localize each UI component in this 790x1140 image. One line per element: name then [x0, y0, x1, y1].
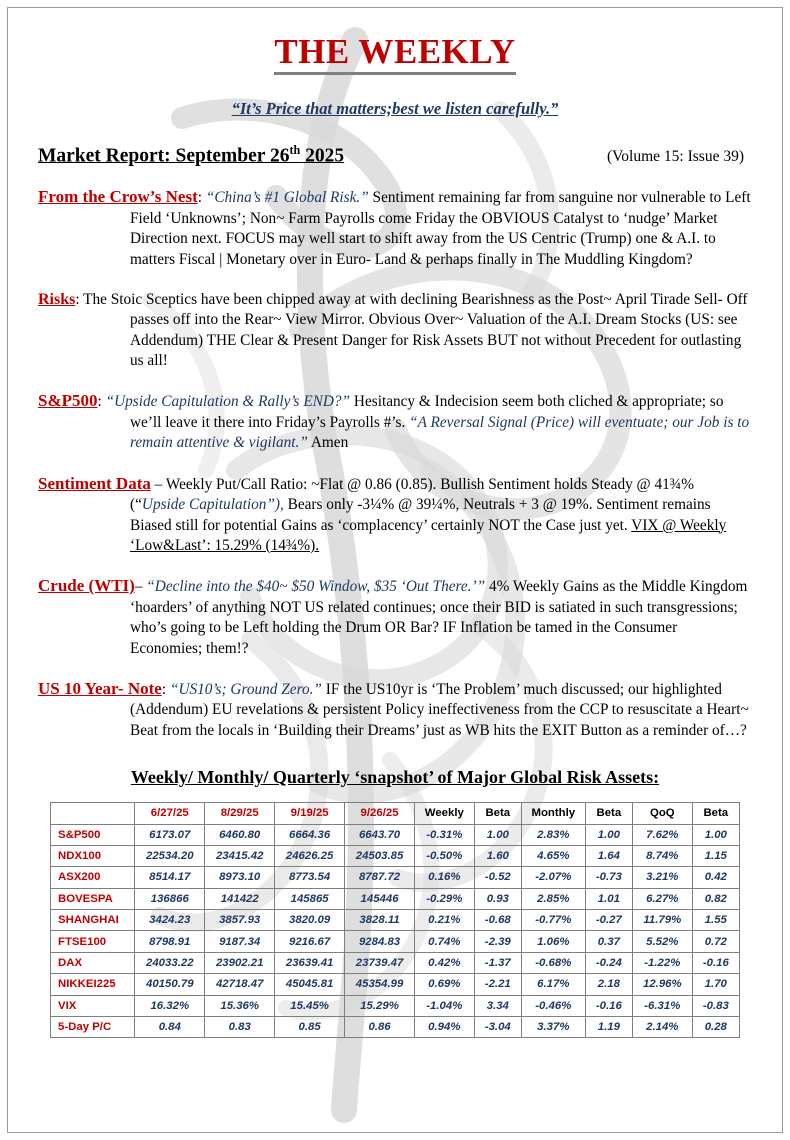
table-cell: 0.72: [692, 931, 739, 952]
table-row: [51, 910, 740, 931]
table-cell: 0.16%: [415, 867, 475, 888]
section-lead-sp500: S&P500: [38, 391, 98, 411]
table-row-label: NIKKEI225: [51, 974, 135, 995]
table-row: [51, 845, 740, 866]
table-col-header-0: [51, 803, 135, 824]
table-cell: 8973.10: [205, 867, 275, 888]
section-lead-risks: Risks: [38, 290, 76, 308]
table-cell: -1.37: [474, 952, 521, 973]
table-col-header-8: Beta: [585, 803, 632, 824]
table-col-header-4: 9/26/25: [345, 803, 415, 824]
table-cell: 0.85: [275, 1016, 345, 1037]
table-row-label: ASX200: [51, 867, 135, 888]
table-cell: 3820.09: [275, 910, 345, 931]
table-cell: -1.22%: [632, 952, 692, 973]
table-cell: 141422: [205, 888, 275, 909]
section-underlined-tail: VIX @ Weekly ‘Low&Last’: 15.29% (14¾%).: [130, 516, 727, 554]
table-cell: 136866: [135, 888, 205, 909]
section-lead-crude-wti: Crude (WTI): [38, 576, 135, 596]
section-crude-wti: [38, 575, 752, 659]
table-cell: 1.60: [474, 845, 521, 866]
table-row-label: 5-Day P/C: [51, 1016, 135, 1037]
table-cell: 1.64: [585, 845, 632, 866]
section-body: IF the US10yr is ‘The Problem’ much discussed; our highlighted (Addendum) EU revelations & persistent Policy ineffectiveness from the CCP to resuscitate a Heart~ Beat from the locals in ‘Building their Dreams’ just as WB hits the EXIT Button as a reminder of…?: [130, 680, 749, 739]
section-body-tail: Amen: [307, 434, 349, 452]
table-cell: 23639.41: [275, 952, 345, 973]
table-cell: 1.15: [692, 845, 739, 866]
table-cell: -0.27: [585, 910, 632, 931]
table-cell: -0.24: [585, 952, 632, 973]
table-cell: 145446: [345, 888, 415, 909]
table-cell: -0.29%: [415, 888, 475, 909]
table-cell: 0.69%: [415, 974, 475, 995]
section-quote-secondary: Upside Capitulation”),: [141, 496, 284, 514]
table-cell: 12.96%: [632, 974, 692, 995]
table-row-label: S&P500: [51, 824, 135, 845]
table-cell: 16.32%: [135, 995, 205, 1016]
section-quote: “US10’s; Ground Zero.”: [169, 680, 322, 698]
table-cell: 0.42%: [415, 952, 475, 973]
table-cell: -0.68%: [521, 952, 585, 973]
table-cell: 24033.22: [135, 952, 205, 973]
table-cell: 145865: [275, 888, 345, 909]
table-cell: -2.07%: [521, 867, 585, 888]
table-row: [51, 952, 740, 973]
table-cell: 1.06%: [521, 931, 585, 952]
table-cell: 22534.20: [135, 845, 205, 866]
table-cell: 3.21%: [632, 867, 692, 888]
table-cell: -0.52: [474, 867, 521, 888]
table-cell: 6173.07: [135, 824, 205, 845]
table-cell: 3424.23: [135, 910, 205, 931]
table-cell: 1.70: [692, 974, 739, 995]
table-cell: 0.37: [585, 931, 632, 952]
section-sp500: [38, 390, 752, 453]
section-quote: “Decline into the $40~ $50 Window, $35 ‘Out There.’”: [146, 578, 486, 596]
table-cell: 2.85%: [521, 888, 585, 909]
table-cell: 8773.54: [275, 867, 345, 888]
table-cell: -0.68: [474, 910, 521, 931]
table-cell: 40150.79: [135, 974, 205, 995]
table-cell: 42718.47: [205, 974, 275, 995]
table-col-header-1: 6/27/25: [135, 803, 205, 824]
table-cell: -0.31%: [415, 824, 475, 845]
table-cell: 0.42: [692, 867, 739, 888]
table-cell: 15.45%: [275, 995, 345, 1016]
section-body-tail: Bears only -3¼% @ 39¼%, Neutrals + 3 @ 19%. Sentiment remains Biased still for potential Gains as ‘complacency’ certainly NOT the Case just yet.: [130, 496, 711, 534]
table-row: [51, 1016, 740, 1037]
table-row-label: NDX100: [51, 845, 135, 866]
table-cell: 3857.93: [205, 910, 275, 931]
table-cell: 0.28: [692, 1016, 739, 1037]
report-title: [38, 143, 344, 168]
table-row-label: VIX: [51, 995, 135, 1016]
table-cell: 2.18: [585, 974, 632, 995]
table-cell: 0.93: [474, 888, 521, 909]
section-sep: –: [150, 475, 166, 493]
table-row-label: DAX: [51, 952, 135, 973]
table-cell: 6.27%: [632, 888, 692, 909]
section-quote: “China’s #1 Global Risk.”: [205, 189, 369, 207]
tagline-text: “It’s Price that matters;best we listen carefully.”: [231, 98, 559, 118]
table-cell: 6643.70: [345, 824, 415, 845]
table-cell: -2.21: [474, 974, 521, 995]
section-lead-sentiment-data: Sentiment Data: [38, 473, 151, 493]
table-row: [51, 867, 740, 888]
table-cell: -0.73: [585, 867, 632, 888]
report-title-post: 2025: [300, 145, 345, 167]
table-row: [51, 888, 740, 909]
table-cell: 45354.99: [345, 974, 415, 995]
section-body: Weekly Put/Call Ratio: ~Flat @ 0.86 (0.85). Bullish Sentiment holds Steady @ 41¾% (“: [130, 475, 694, 514]
table-cell: 11.79%: [632, 910, 692, 931]
table-cell: 0.82: [692, 888, 739, 909]
table-cell: 8514.17: [135, 867, 205, 888]
table-cell: 6664.36: [275, 824, 345, 845]
table-cell: 23902.21: [205, 952, 275, 973]
table-col-header-7: Monthly: [521, 803, 585, 824]
table-cell: 3.34: [474, 995, 521, 1016]
table-cell: 2.14%: [632, 1016, 692, 1037]
section-risks: [38, 289, 752, 371]
section-body: Hesitancy & Indecision seem both cliched & appropriate; so we’ll leave it there into Friday’s Payrolls #’s.: [130, 393, 724, 431]
table-col-header-6: Beta: [474, 803, 521, 824]
volume-issue: (Volume 15: Issue 39): [606, 148, 744, 166]
section-us-10-year-note: [38, 678, 752, 741]
table-cell: -1.04%: [415, 995, 475, 1016]
table-cell: 6.17%: [521, 974, 585, 995]
table-cell: 1.55: [692, 910, 739, 931]
table-row-label: BOVESPA: [51, 888, 135, 909]
table-cell: 1.01: [585, 888, 632, 909]
table-cell: 1.00: [692, 824, 739, 845]
masthead: [38, 34, 752, 75]
table-cell: -0.16: [692, 952, 739, 973]
table-cell: 8787.72: [345, 867, 415, 888]
table-cell: 2.83%: [521, 824, 585, 845]
table-cell: 4.65%: [521, 845, 585, 866]
table-cell: 6460.80: [205, 824, 275, 845]
table-cell: 7.62%: [632, 824, 692, 845]
table-cell: 0.74%: [415, 931, 475, 952]
report-title-ordinal: th: [289, 142, 301, 157]
table-cell: -0.16: [585, 995, 632, 1016]
table-row-label: SHANGHAI: [51, 910, 135, 931]
table-cell: 24626.25: [275, 845, 345, 866]
table-cell: 23739.47: [345, 952, 415, 973]
section-body: Sentiment remaining far from sanguine nor vulnerable to Left Field ‘Unknowns’; Non~ Farm Payrolls come Friday the OBVIOUS Catalyst to ‘nudge’ Market Direction next. FOCUS may well start to shift away from the US Centric (Trump) one & A.I. to matters Fiscal | Monetary over in Euro- Land & perhaps finally in The Muddling Kingdom?: [130, 189, 751, 268]
report-line: [38, 143, 752, 168]
section-sep: :: [197, 189, 206, 207]
table-cell: 0.86: [345, 1016, 415, 1037]
table-cell: 8798.91: [135, 931, 205, 952]
table-col-header-3: 9/19/25: [275, 803, 345, 824]
section-crows-nest: [38, 186, 752, 270]
section-lead-crows-nest: From the Crow’s Nest: [38, 187, 198, 207]
table-header: [51, 803, 740, 824]
table-cell: 23415.42: [205, 845, 275, 866]
table-cell: 45045.81: [275, 974, 345, 995]
section-sep: :: [97, 393, 106, 411]
section-sep: –: [134, 578, 147, 596]
table-cell: 15.36%: [205, 995, 275, 1016]
table-cell: 0.21%: [415, 910, 475, 931]
page-title: THE WEEKLY: [274, 34, 515, 75]
tagline: [38, 99, 752, 119]
table-cell: 9216.67: [275, 931, 345, 952]
table-heading-text: Weekly/ Monthly/ Quarterly ‘snapshot’ of Major Global Risk Assets:: [130, 767, 660, 788]
table-col-header-9: QoQ: [632, 803, 692, 824]
table-cell: 0.84: [135, 1016, 205, 1037]
table-cell: -0.77%: [521, 910, 585, 931]
table-row: [51, 974, 740, 995]
global-risk-assets-table: [50, 802, 740, 1038]
table-col-header-2: 8/29/25: [205, 803, 275, 824]
table-heading: [38, 767, 752, 788]
table-body: [51, 824, 740, 1038]
table-row-label: FTSE100: [51, 931, 135, 952]
table-cell: -0.83: [692, 995, 739, 1016]
section-quote: “Upside Capitulation & Rally’s END?”: [105, 393, 351, 411]
section-body: The Stoic Sceptics have been chipped away at with declining Bearishness as the Post~ April Tirade Sell- Off passes off into the Rear~ View Mirror. Obvious Over~ Valuation of the A.I. Dream Stocks (US: see Addendum) THE Clear & Present Danger for Risk Assets BUT not without Precedent for outlasting us all!: [83, 290, 748, 369]
table-cell: 9284.83: [345, 931, 415, 952]
table-cell: 0.83: [205, 1016, 275, 1037]
section-sep: :: [161, 680, 170, 698]
table-row: [51, 995, 740, 1016]
table-cell: 0.94%: [415, 1016, 475, 1037]
report-title-pre: Market Report: September 26: [38, 145, 290, 167]
document-content: [0, 34, 790, 1038]
section-quote-secondary: “A Reversal Signal (Price) will eventuate; our Job is to remain attentive & vigilant.”: [130, 413, 750, 452]
table-cell: -6.31%: [632, 995, 692, 1016]
table-cell: -0.50%: [415, 845, 475, 866]
section-sep: :: [75, 290, 84, 308]
table-cell: 15.29%: [345, 995, 415, 1016]
table-cell: 8.74%: [632, 845, 692, 866]
table-col-header-10: Beta: [692, 803, 739, 824]
section-lead-us-10-year-note: US 10 Year- Note: [38, 678, 162, 698]
table-row: [51, 824, 740, 845]
table-header-row: [51, 803, 740, 824]
section-sentiment-data: [38, 473, 752, 557]
table-cell: 5.52%: [632, 931, 692, 952]
table-cell: -2.39: [474, 931, 521, 952]
table-row: [51, 931, 740, 952]
table-cell: 1.19: [585, 1016, 632, 1037]
section-body: 4% Weekly Gains as the Middle Kingdom ‘hoarders’ of anything NOT US related continues; once their BID is satiated in such transgressions; who’s going to be Left holding the Drum OR Bar? IF Inflation be tamed in the Consumer Economies; them!?: [130, 578, 748, 657]
table-cell: -0.46%: [521, 995, 585, 1016]
table-col-header-5: Weekly: [415, 803, 475, 824]
table-cell: 1.00: [585, 824, 632, 845]
table-cell: 3828.11: [345, 910, 415, 931]
table-cell: -3.04: [474, 1016, 521, 1037]
table-cell: 9187.34: [205, 931, 275, 952]
table-cell: 24503.85: [345, 845, 415, 866]
table-cell: 3.37%: [521, 1016, 585, 1037]
table-cell: 1.00: [474, 824, 521, 845]
